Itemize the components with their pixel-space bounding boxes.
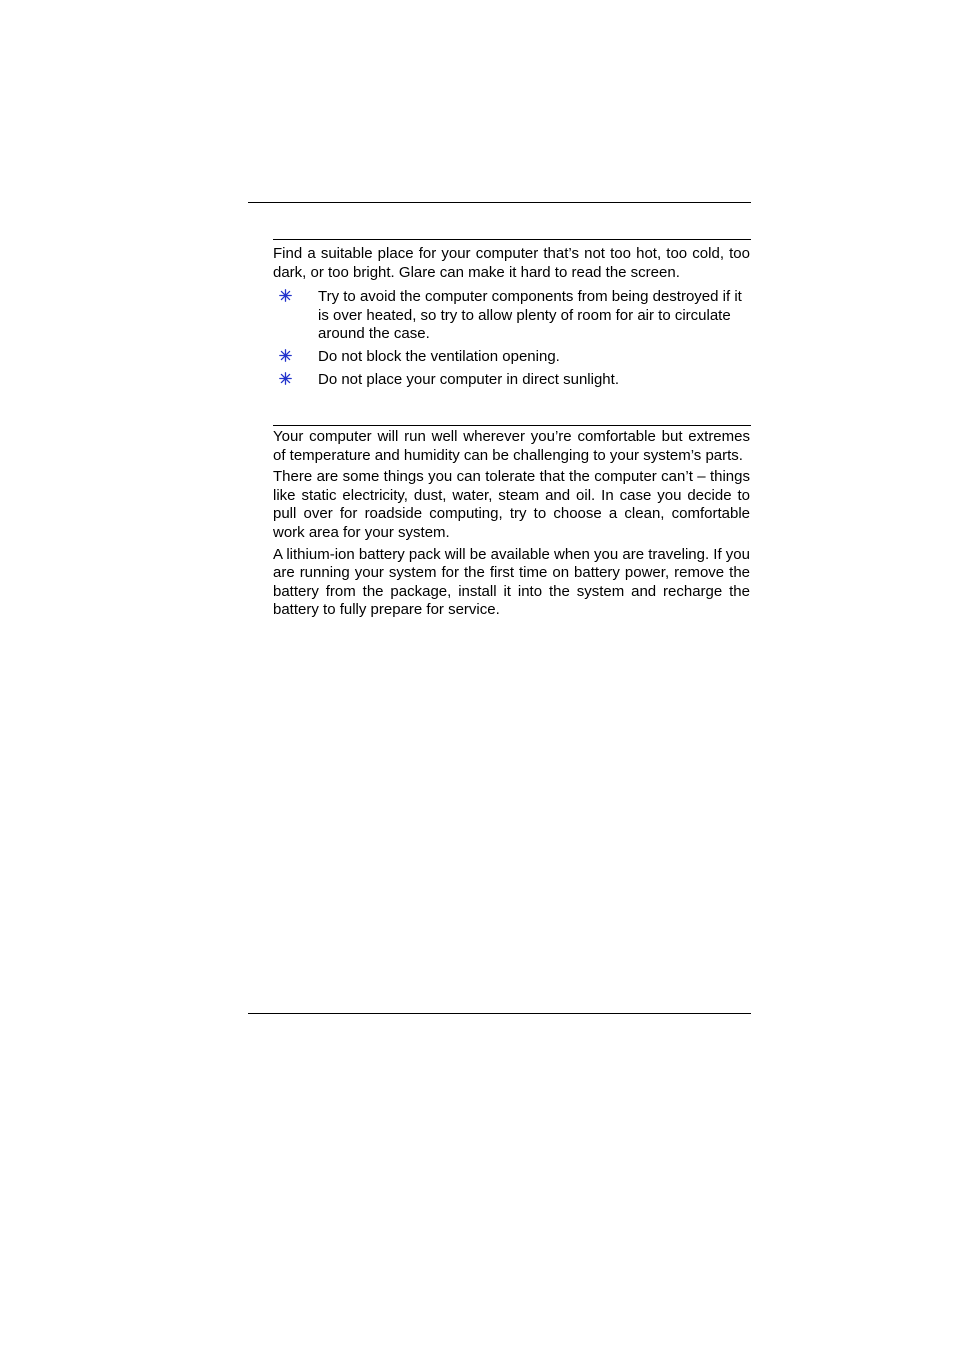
environment-paragraph: Your computer will run well wherever you’re comfortable but extremes of temperature and humidity can be challenging to your system’s parts. — [273, 428, 750, 464]
environment-paragraph: There are some things you can tolerate that the computer can’t – things like static electricity, dust, water, steam and oil. In case you decide to pull over for roadside computing, try to choose a clean, comfortable work area for your system. — [273, 468, 750, 541]
snowflake-bullet-icon — [279, 372, 292, 385]
section-placement-rule — [273, 239, 751, 240]
bullet-text: Do not block the ventilation opening. — [318, 347, 560, 365]
footer-rule — [248, 1013, 751, 1014]
list-item — [273, 288, 750, 344]
bullet-text: Try to avoid the computer components from being destroyed if it is over heated, so try to allow plenty of room for air to circulate around the case. — [318, 288, 742, 343]
section-environment-rule — [273, 425, 751, 426]
snowflake-bullet-icon — [279, 349, 292, 362]
list-item — [273, 371, 750, 390]
bullet-text: Do not place your computer in direct sunlight. — [318, 370, 619, 388]
environment-paragraph: A lithium-ion battery pack will be available when you are traveling. If you are running your system for the first time on battery power, remove the battery from the package, install it into the system and recharge the battery to fully prepare for service. — [273, 545, 750, 619]
placement-intro: Find a suitable place for your computer that’s not too hot, too cold, too dark, or too bright. Glare can make it hard to read the screen. — [273, 245, 750, 281]
header-rule — [248, 202, 751, 203]
section-environment — [273, 428, 750, 620]
placement-bullet-list — [273, 288, 750, 389]
snowflake-bullet-icon — [279, 289, 292, 302]
list-item — [273, 348, 750, 367]
section-placement — [273, 245, 750, 393]
